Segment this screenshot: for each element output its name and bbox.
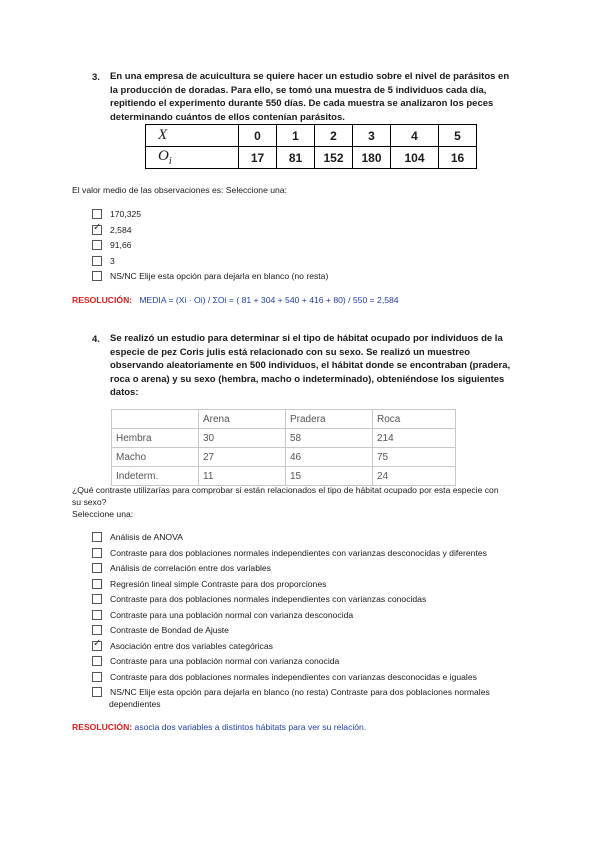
table-header: Roca [373, 410, 456, 429]
row-label-o: O [158, 148, 169, 164]
question-4-text [110, 332, 510, 400]
table-cell: 214 [373, 429, 456, 448]
question-3-text [110, 70, 509, 124]
question-4-line: datos: [110, 387, 139, 398]
checkbox[interactable] [92, 222, 102, 235]
table-row-oi [146, 147, 477, 169]
table-header-row [112, 410, 456, 429]
checkbox[interactable] [92, 656, 102, 666]
option-label: Contraste para dos poblaciones normales independientes con varianzas desconocidas e iguales [110, 672, 477, 682]
checkbox[interactable] [92, 563, 102, 573]
resolution-label: RESOLUCIÓN: [72, 722, 133, 732]
q4-option[interactable] [92, 593, 426, 605]
prompt-line: ¿Qué contraste utilizarías para comprobar si están relacionados el tipo de hábitat ocupado por esta especie con [72, 485, 499, 495]
table-cell: 75 [373, 448, 456, 467]
checkbox[interactable] [92, 532, 102, 542]
q4-option[interactable] [92, 671, 477, 683]
option-label: Contraste para una población normal con varianza desconocida [110, 610, 354, 620]
table-row [112, 448, 456, 467]
checkmark-icon: ✓ [93, 638, 102, 649]
option-label: Análisis de ANOVA [110, 532, 183, 542]
q3-resolution [72, 295, 399, 305]
table-cell: 0 [239, 125, 277, 147]
q4-option[interactable] [92, 655, 339, 667]
table-cell: 152 [315, 147, 353, 169]
row-label-subscript: i [168, 156, 172, 167]
table-cell: 11 [199, 467, 286, 486]
table-cell: Indeterm. [112, 467, 199, 486]
table-cell: 180 [353, 147, 391, 169]
resolution-text: MEDIA = (Xi · Oi) / ΣOi = ( 81 + 304 + 540 + 416 + 80) / 550 = 2,584 [139, 295, 399, 305]
checkbox[interactable] [92, 610, 102, 620]
q4-option[interactable] [92, 640, 273, 652]
q4-option[interactable] [92, 531, 183, 543]
table-cell: Macho [112, 448, 199, 467]
question-3-number: 3. [92, 72, 100, 83]
table-cell: 58 [286, 429, 373, 448]
question-3-line: En una empresa de acuicultura se quiere hacer un estudio sobre el nivel de parásitos en [110, 71, 510, 82]
option-label: Contraste para una población normal con varianza conocida [110, 656, 340, 666]
table-cell: 30 [199, 429, 286, 448]
table-cell: 15 [286, 467, 373, 486]
q3-option[interactable] [92, 255, 115, 267]
table-cell: 16 [439, 147, 477, 169]
checkbox[interactable] [92, 548, 102, 558]
question-3-line: la producción de doradas. Para ello, se tomó una muestra de 5 individuos cada día, [110, 84, 487, 96]
table-cell: 46 [286, 448, 373, 467]
q4-option[interactable] [92, 624, 229, 636]
table-cell: 3 [353, 125, 391, 147]
resolution-label: RESOLUCIÓN: [72, 295, 133, 305]
table-header: Pradera [286, 410, 373, 429]
q4-resolution [72, 722, 366, 732]
table-cell: 27 [199, 448, 286, 467]
table-header: Arena [199, 410, 286, 429]
q4-option[interactable] [92, 547, 487, 559]
checkmark-icon: ✓ [93, 222, 102, 233]
q4-option[interactable] [92, 686, 490, 698]
table-cell: 24 [373, 467, 456, 486]
question-3-line: determinando cuántos de ellos contenían parásitos. [110, 111, 345, 123]
option-label: Contraste para dos poblaciones normales independientes con varianzas conocidas [110, 594, 427, 604]
checkbox[interactable] [92, 638, 102, 651]
option-label: Asociación entre dos variables categóricas [110, 641, 273, 651]
table-cell: 104 [391, 147, 439, 169]
table-cell: 81 [277, 147, 315, 169]
row-label-x: X [146, 125, 239, 147]
option-label: Contraste de Bondad de Ajuste [110, 625, 229, 635]
table-cell: 5 [439, 125, 477, 147]
question-4-number: 4. [92, 334, 100, 345]
table-header [112, 410, 199, 429]
habitat-table [111, 409, 456, 486]
question-4-prompt [72, 484, 542, 520]
question-4-line: roca o arena) y su sexo (hembra, macho o indeterminado), obteniéndose los siguientes [110, 373, 505, 385]
option-label: NS/NC Elije esta opción para dejarla en blanco (no resta) [110, 271, 329, 281]
option-label: Análisis de correlación entre dos variables [110, 563, 271, 573]
table-cell: Hembra [112, 429, 199, 448]
table-cell: 4 [391, 125, 439, 147]
checkbox[interactable] [92, 625, 102, 635]
option-label: 3 [110, 256, 115, 266]
checkbox[interactable] [92, 240, 102, 250]
prompt-line: su sexo? [72, 497, 107, 507]
option-label: Regresión lineal simple Contraste para dos proporciones [110, 579, 327, 589]
checkbox[interactable] [92, 256, 102, 266]
table-row [112, 467, 456, 486]
table-row [112, 429, 456, 448]
frequency-table [145, 124, 477, 169]
option-label-continuation: dependientes [109, 699, 161, 709]
checkbox[interactable] [92, 672, 102, 682]
checkbox[interactable] [92, 209, 102, 219]
q4-option[interactable] [92, 609, 353, 621]
option-label: 2,584 [110, 225, 132, 235]
question-3-prompt: El valor medio de las observaciones es: Seleccione una: [72, 185, 287, 195]
q3-option[interactable] [92, 224, 132, 236]
q4-option[interactable] [92, 578, 326, 590]
row-label-oi [146, 147, 239, 169]
checkbox[interactable] [92, 579, 102, 589]
option-label: 170,325 [110, 209, 142, 219]
question-4-line: especie de pez Coris julis está relacionado con su sexo. Se realizó un muestreo [110, 346, 471, 358]
checkbox[interactable] [92, 687, 102, 697]
option-label: Contraste para dos poblaciones normales independientes con varianzas desconocidas y diferentes [110, 548, 487, 558]
q3-option[interactable] [92, 208, 141, 220]
question-3-line: repitiendo el experimento durante 550 días. De cada muestra se analizaron los peces [110, 98, 494, 109]
q3-option[interactable] [92, 270, 328, 282]
question-4-line: observando aleatoriamente en 500 individuos, el hábitat donde se encontraban (pradera, [110, 360, 511, 371]
table-cell: 1 [277, 125, 315, 147]
option-label: NS/NC Elije esta opción para dejarla en blanco (no resta) Contraste para dos poblaciones normales [110, 687, 490, 697]
prompt-line: Seleccione una: [72, 509, 134, 519]
question-4-line: Se realizó un estudio para determinar si el tipo de hábitat ocupado por individuos de la [110, 333, 503, 344]
q4-option[interactable] [92, 562, 271, 574]
checkbox[interactable] [92, 271, 102, 281]
checkbox[interactable] [92, 594, 102, 604]
resolution-text: asocia dos variables a distintos hábitats para ver su relación. [134, 722, 367, 732]
option-label: 91,66 [110, 240, 132, 250]
q3-option[interactable] [92, 239, 132, 251]
table-cell: 17 [239, 147, 277, 169]
table-row-x [146, 125, 477, 147]
table-cell: 2 [315, 125, 353, 147]
